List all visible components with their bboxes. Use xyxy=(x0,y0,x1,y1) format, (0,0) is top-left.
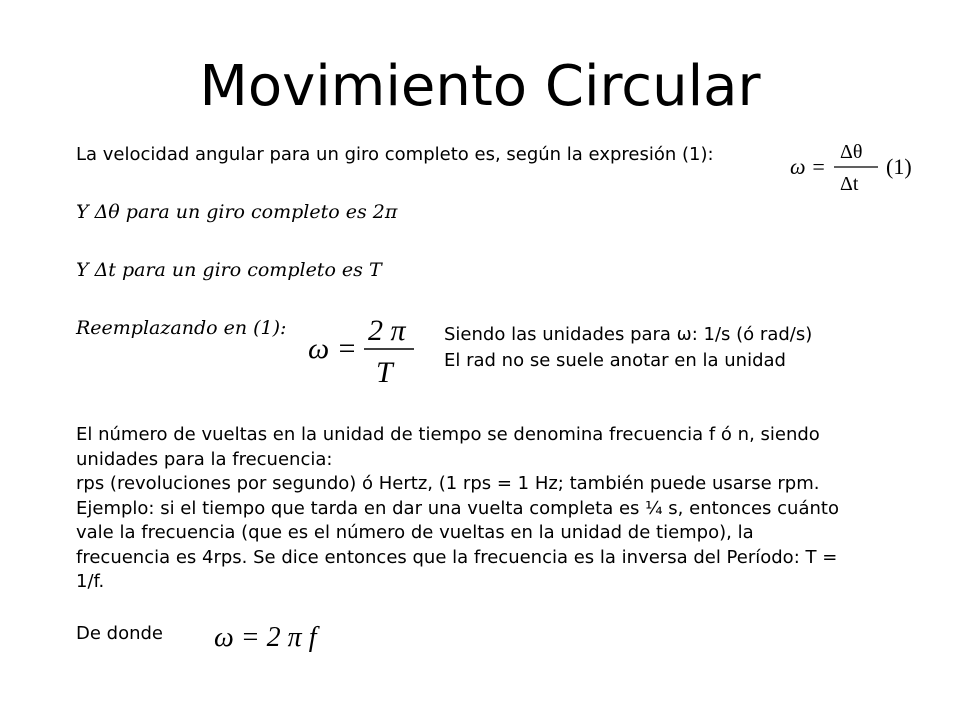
delta-t-text: Y Δt para un giro completo es T xyxy=(76,259,382,281)
paragraph-line: unidades para la frecuencia: xyxy=(76,448,333,470)
formula1-numerator: Δθ xyxy=(840,141,863,163)
units-line-1: Siendo las unidades para ω: 1/s (ó rad/s) xyxy=(444,324,813,345)
paragraph-line: vale la frecuencia (que es el número de vueltas en la unidad de tiempo), la xyxy=(76,522,754,543)
paragraph-line: Ejemplo: si el tiempo que tarda en dar una vuelta completa es ¼ s, entonces cuánto xyxy=(76,497,839,519)
de-donde-text: De donde xyxy=(76,623,164,644)
formula-omega-delta-theta xyxy=(790,136,940,198)
formula2-lhs: ω = xyxy=(308,332,357,365)
formula1-lhs: ω = xyxy=(790,154,826,179)
paragraph-line: El número de vueltas en la unidad de tiempo se denomina frecuencia f ó n, siendo xyxy=(76,424,820,445)
paragraph-line: 1/f. xyxy=(76,571,105,592)
paragraph-line: rps (revoluciones por segundo) ó Hertz, (1 rps = 1 Hz; también puede usarse rpm. xyxy=(76,473,820,494)
formula-omega-2pi-over-t xyxy=(308,308,428,388)
slide-title: Movimiento Circular xyxy=(199,54,761,119)
formula2-denominator: T xyxy=(376,356,393,389)
frequency-paragraph xyxy=(76,423,906,595)
units-note xyxy=(444,322,812,374)
formula-omega-2pi-f xyxy=(214,618,344,654)
formula2-numerator: 2 π xyxy=(368,314,406,347)
formula1-denominator: Δt xyxy=(840,173,859,195)
units-line-2: El rad no se suele anotar en la unidad xyxy=(444,350,786,371)
formula3-expression: ω = 2 π f xyxy=(214,622,317,653)
angular-velocity-text: La velocidad angular para un giro completo es, según la expresión (1): xyxy=(76,144,714,165)
reemplazando-text: Reemplazando en (1): xyxy=(76,317,287,339)
delta-theta-text: Y Δθ para un giro completo es 2π xyxy=(76,201,398,223)
formula1-tag: (1) xyxy=(886,154,912,179)
paragraph-line: frecuencia es 4rps. Se dice entonces que la frecuencia es la inversa del Período: T = xyxy=(76,546,838,568)
